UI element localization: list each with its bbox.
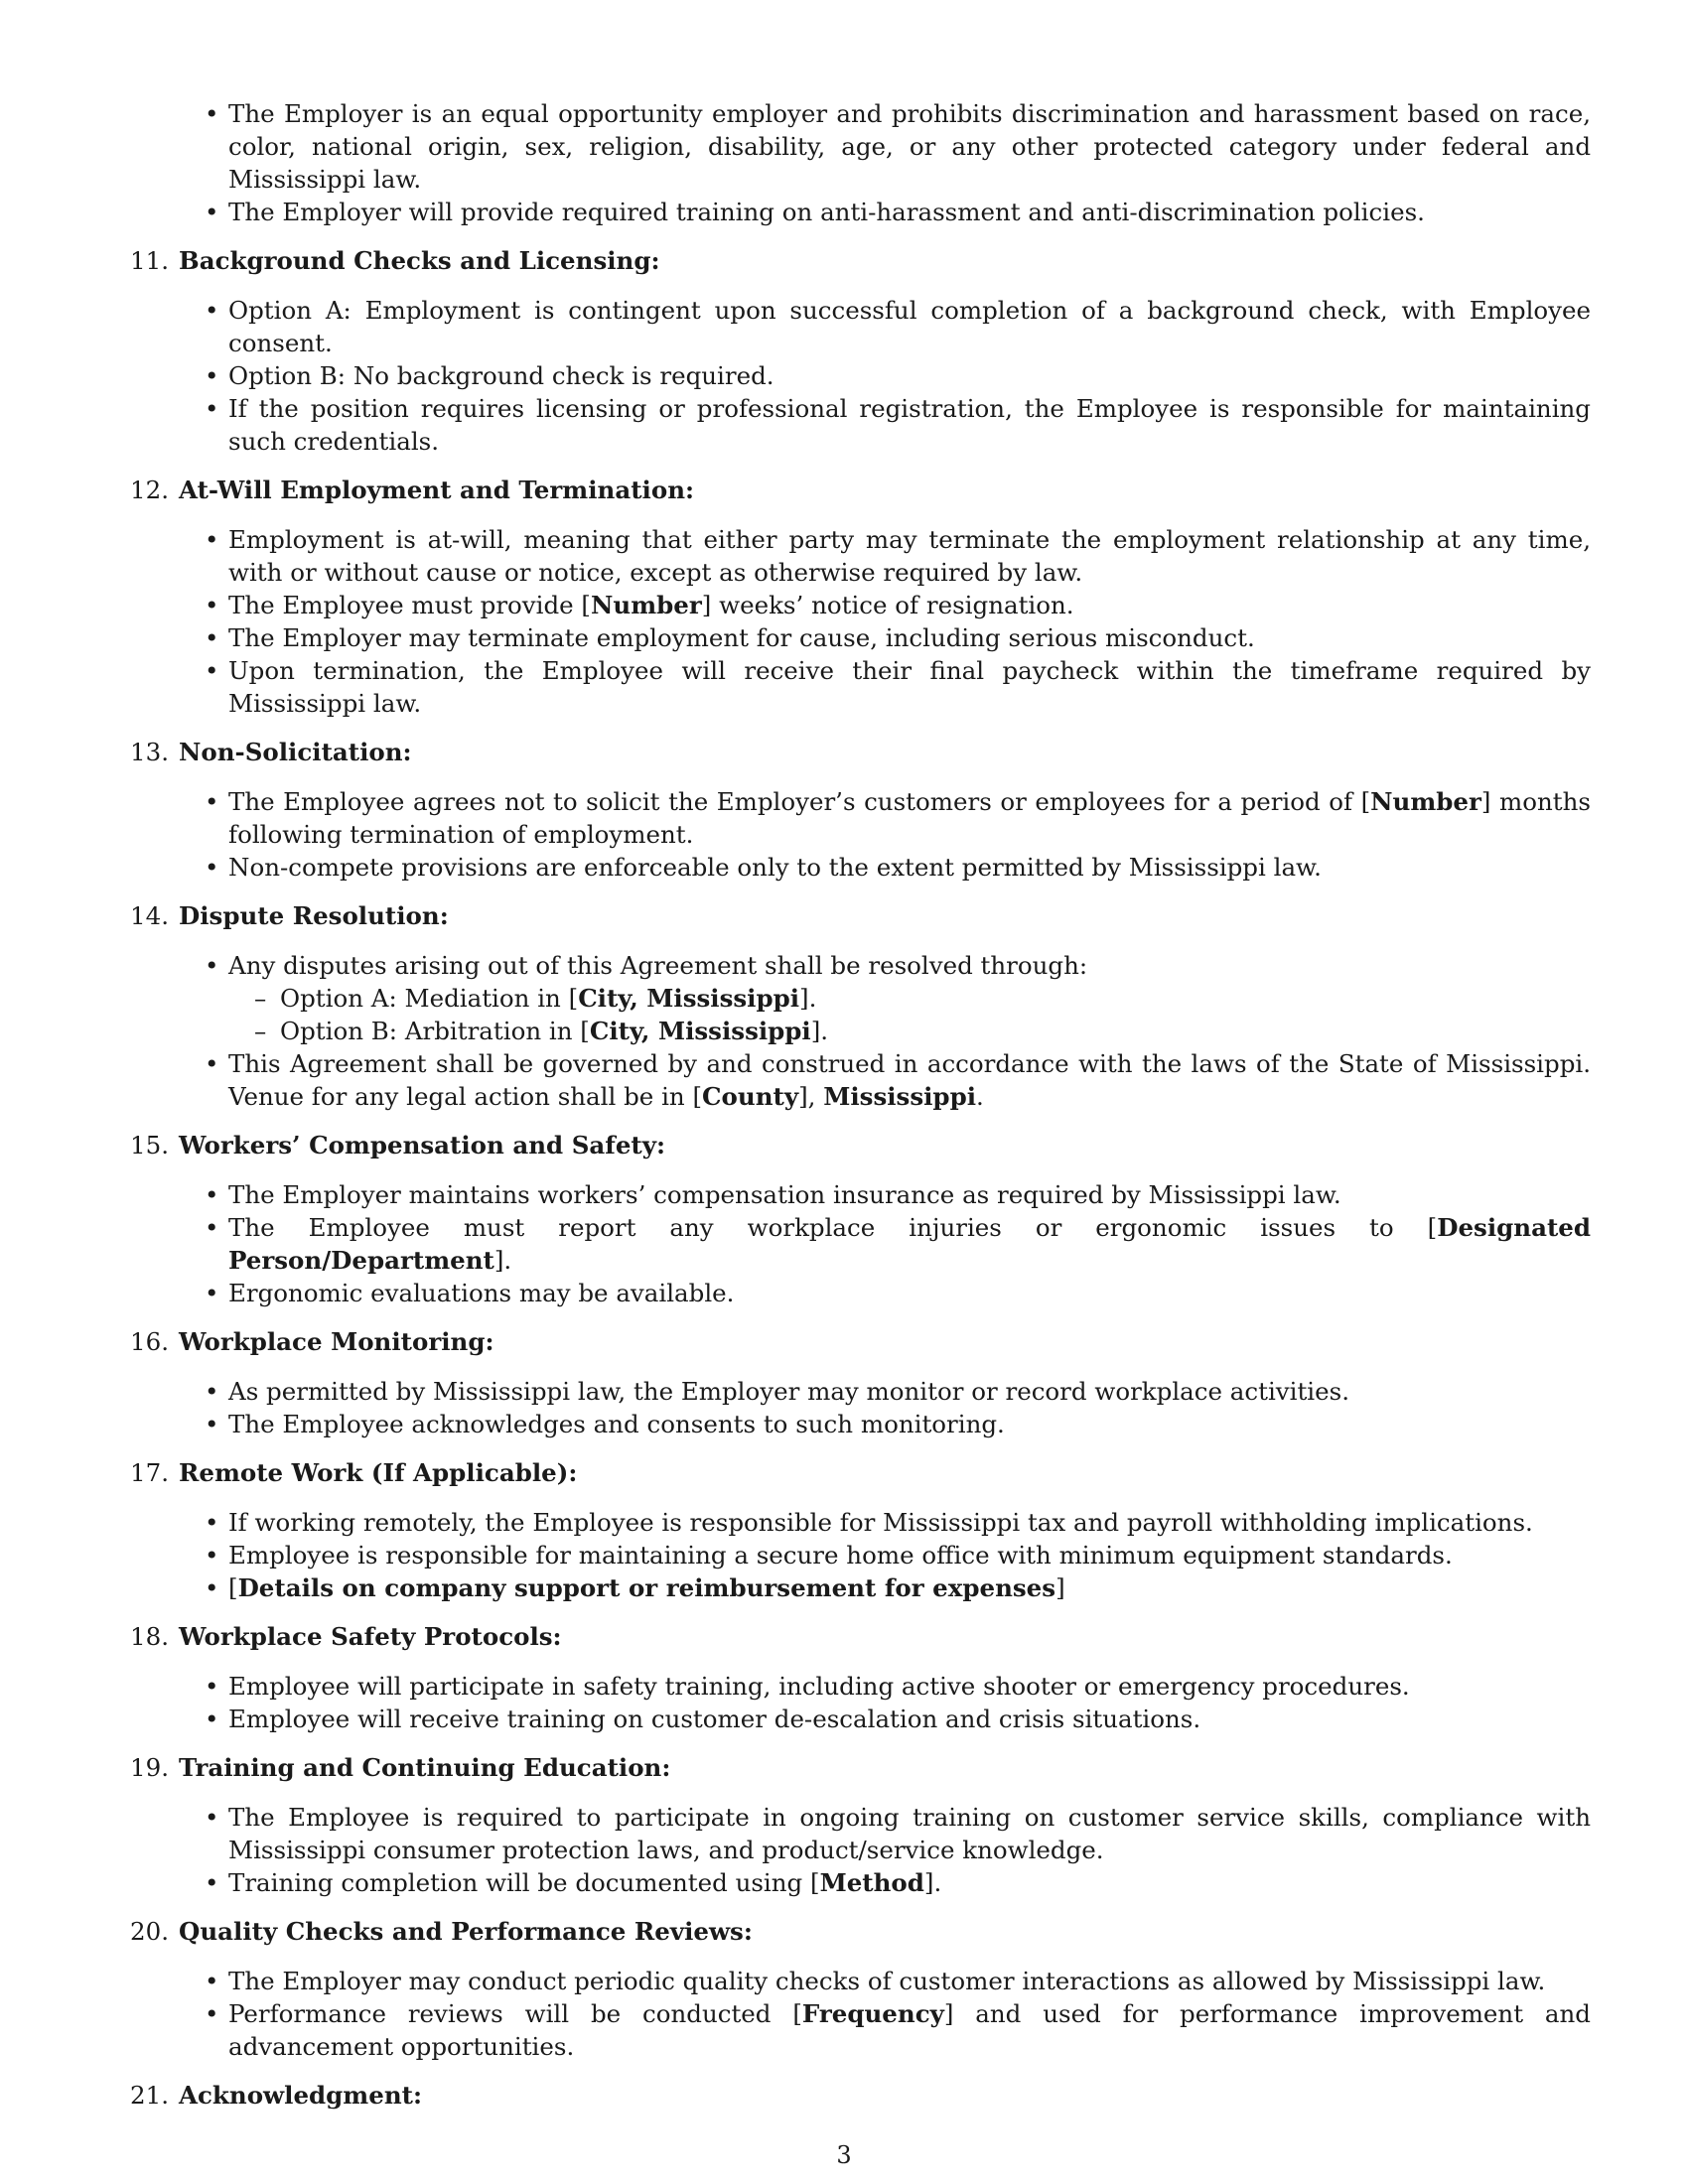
intro-bullet-list xyxy=(117,97,1591,228)
placeholder-text: County xyxy=(702,1082,799,1111)
section-12 xyxy=(117,474,1591,720)
bullet-list xyxy=(117,1670,1591,1735)
section-20 xyxy=(117,1915,1591,2063)
section-heading xyxy=(117,899,1591,932)
list-item xyxy=(228,523,1591,589)
item-text: The Employer may conduct periodic quality checks of customer interactions as allowed by Mississippi law. xyxy=(228,1967,1546,1995)
item-text: Employment is at-will, meaning that either party may terminate the employment relationship at any time, with or without cause or notice, except as otherwise required by law. xyxy=(228,525,1591,587)
section-title: Workplace Monitoring: xyxy=(179,1327,494,1356)
section-16 xyxy=(117,1325,1591,1440)
list-item xyxy=(228,1997,1591,2063)
section-list xyxy=(117,244,1591,2112)
section-heading xyxy=(117,1129,1591,1161)
item-text: The Employee must report any workplace injuries or ergonomic issues to [ xyxy=(228,1213,1438,1242)
placeholder-text: City, Mississippi xyxy=(578,984,800,1013)
section-title: Dispute Resolution: xyxy=(179,901,449,930)
section-19 xyxy=(117,1751,1591,1899)
list-item xyxy=(228,1178,1591,1211)
list-item xyxy=(228,1539,1591,1571)
placeholder-text: City, Mississippi xyxy=(589,1017,811,1045)
list-item xyxy=(228,359,1591,392)
section-title: At-Will Employment and Termination: xyxy=(179,476,695,504)
section-heading xyxy=(117,474,1591,506)
section-number: 11. xyxy=(130,246,169,275)
section-heading xyxy=(117,1915,1591,1948)
section-heading xyxy=(117,2079,1591,2112)
item-text: Employee is responsible for maintaining a secure home office with minimum equipment standards. xyxy=(228,1541,1453,1570)
list-item xyxy=(228,785,1591,851)
section-title: Acknowledgment: xyxy=(179,2081,422,2110)
section-title: Training and Continuing Education: xyxy=(179,1753,671,1782)
bullet-list xyxy=(117,1178,1591,1309)
section-number: 14. xyxy=(130,901,169,930)
list-item xyxy=(228,1211,1591,1277)
item-text: Ergonomic evaluations may be available. xyxy=(228,1279,735,1307)
list-item xyxy=(228,1965,1591,1997)
sub-list-item xyxy=(280,1015,1591,1047)
section-title: Quality Checks and Performance Reviews: xyxy=(179,1917,753,1946)
item-text: The Employee agrees not to solicit the Employer’s customers or employees for a period of [ xyxy=(228,787,1371,816)
list-item xyxy=(228,1375,1591,1408)
placeholder-text: Number xyxy=(1370,787,1481,816)
item-text: This Agreement shall be governed by and construed in accordance with the laws of the State of Mississippi. Venue for any legal action shall be in [ xyxy=(228,1049,1591,1111)
section-title: Workplace Safety Protocols: xyxy=(179,1622,562,1651)
list-item xyxy=(228,1408,1591,1440)
list-item xyxy=(228,1866,1591,1899)
item-text: ]. xyxy=(799,984,817,1013)
list-item: • The Employer will provide required training on anti-harassment and anti-discrimination policies. xyxy=(228,196,1591,228)
placeholder-text: Details on company support or reimbursement for expenses xyxy=(237,1573,1056,1602)
bullet-list xyxy=(117,785,1591,884)
list-item xyxy=(228,1506,1591,1539)
item-text: As permitted by Mississippi law, the Employer may monitor or record workplace activities. xyxy=(228,1377,1349,1406)
item-text: ]. xyxy=(923,1868,942,1897)
item-text: ] and used for performance improvement and advancement opportunities. xyxy=(228,1999,1591,2061)
item-text: If the position requires licensing or professional registration, the Employee is responsible for maintaining such credentials. xyxy=(228,394,1591,456)
bullet-list xyxy=(117,294,1591,458)
list-item xyxy=(228,1277,1591,1309)
item-text: Employee will participate in safety training, including active shooter or emergency procedures. xyxy=(228,1672,1410,1701)
item-text: The Employee must provide [ xyxy=(228,591,591,619)
section-number: 18. xyxy=(130,1622,169,1651)
section-heading xyxy=(117,736,1591,768)
sub-list-item xyxy=(280,982,1591,1015)
section-title: Workers’ Compensation and Safety: xyxy=(179,1131,665,1160)
item-text: ]. xyxy=(810,1017,829,1045)
item-text: ] weeks’ notice of resignation. xyxy=(701,591,1074,619)
list-item xyxy=(228,1670,1591,1703)
item-text: The Employer may terminate employment for cause, including serious misconduct. xyxy=(228,623,1255,652)
list-item xyxy=(228,949,1591,1047)
section-heading xyxy=(117,1620,1591,1653)
list-item xyxy=(228,1047,1591,1113)
list-item xyxy=(228,392,1591,458)
placeholder-text: Frequency xyxy=(801,1999,944,2028)
section-title: Background Checks and Licensing: xyxy=(179,246,660,275)
page-content xyxy=(117,97,1591,2112)
item-text: Option B: No background check is required. xyxy=(228,361,774,390)
item-text: . xyxy=(976,1082,984,1111)
item-text: ] xyxy=(1055,1573,1065,1602)
bullet-list xyxy=(117,1965,1591,2063)
section-number: 20. xyxy=(130,1917,169,1946)
sub-bullet-list xyxy=(228,982,1591,1047)
list-item xyxy=(228,851,1591,884)
bullet-list xyxy=(117,523,1591,720)
bullet-list xyxy=(117,949,1591,1113)
section-18 xyxy=(117,1620,1591,1735)
section-heading xyxy=(117,1751,1591,1784)
list-item xyxy=(228,294,1591,359)
item-text: Option A: Mediation in [ xyxy=(280,984,579,1013)
item-text: Any disputes arising out of this Agreement shall be resolved through: xyxy=(228,951,1088,980)
item-text: Non-compete provisions are enforceable only to the extent permitted by Mississippi law. xyxy=(228,853,1322,882)
item-text: The Employer maintains workers’ compensation insurance as required by Mississippi law. xyxy=(228,1180,1341,1209)
section-number: 15. xyxy=(130,1131,169,1160)
section-11 xyxy=(117,244,1591,458)
section-number: 12. xyxy=(130,476,169,504)
section-number: 13. xyxy=(130,738,169,766)
section-13 xyxy=(117,736,1591,884)
section-number: 19. xyxy=(130,1753,169,1782)
bullet-list xyxy=(117,1375,1591,1440)
item-text: ]. xyxy=(493,1246,512,1275)
section-15 xyxy=(117,1129,1591,1309)
item-text: Employee will receive training on customer de-escalation and crisis situations. xyxy=(228,1705,1201,1733)
list-item xyxy=(228,1571,1591,1604)
section-number: 21. xyxy=(130,2081,169,2110)
list-item xyxy=(228,589,1591,621)
section-heading xyxy=(117,244,1591,277)
section-17 xyxy=(117,1456,1591,1604)
placeholder-text: Designated Person/Department xyxy=(228,1213,1591,1275)
item-text: [ xyxy=(228,1573,238,1602)
section-heading xyxy=(117,1456,1591,1489)
item-text: Performance reviews will be conducted [ xyxy=(228,1999,802,2028)
section-21 xyxy=(117,2079,1591,2112)
placeholder-text: Mississippi xyxy=(823,1082,977,1111)
list-item xyxy=(228,1703,1591,1735)
list-item xyxy=(228,654,1591,720)
placeholder-text: Number xyxy=(591,591,702,619)
section-number: 16. xyxy=(130,1327,169,1356)
bullet-list xyxy=(117,1801,1591,1899)
list-item xyxy=(228,1801,1591,1866)
page-number: 3 xyxy=(836,2141,852,2169)
section-title: Remote Work (If Applicable): xyxy=(179,1458,578,1487)
section-number: 17. xyxy=(130,1458,169,1487)
bullet-list xyxy=(117,1506,1591,1604)
list-item: • The Employer is an equal opportunity employer and prohibits discrimination and harassment based on race, color, national origin, sex, religion, disability, age, or any other protected category under federal and Mississippi law. xyxy=(228,97,1591,196)
item-text: If working remotely, the Employee is responsible for Mississippi tax and payroll withholding implications. xyxy=(228,1508,1533,1537)
item-text: The Employee acknowledges and consents to such monitoring. xyxy=(228,1410,1005,1438)
item-text: Option B: Arbitration in [ xyxy=(280,1017,590,1045)
item-text: The Employee is required to participate in ongoing training on customer service skills, compliance with Mississippi consumer protection laws, and product/service knowledge. xyxy=(228,1803,1591,1864)
placeholder-text: Method xyxy=(819,1868,924,1897)
item-text: Training completion will be documented using [ xyxy=(228,1868,820,1897)
section-heading xyxy=(117,1325,1591,1358)
item-text: Upon termination, the Employee will receive their final paycheck within the timeframe required by Mississippi law. xyxy=(228,656,1591,718)
section-title: Non-Solicitation: xyxy=(179,738,412,766)
item-text: ] months following termination of employment. xyxy=(228,787,1591,849)
list-item xyxy=(228,621,1591,654)
item-text: Option A: Employment is contingent upon successful completion of a background check, with Employee consent. xyxy=(228,296,1591,357)
section-14 xyxy=(117,899,1591,1113)
item-text: ], xyxy=(798,1082,824,1111)
